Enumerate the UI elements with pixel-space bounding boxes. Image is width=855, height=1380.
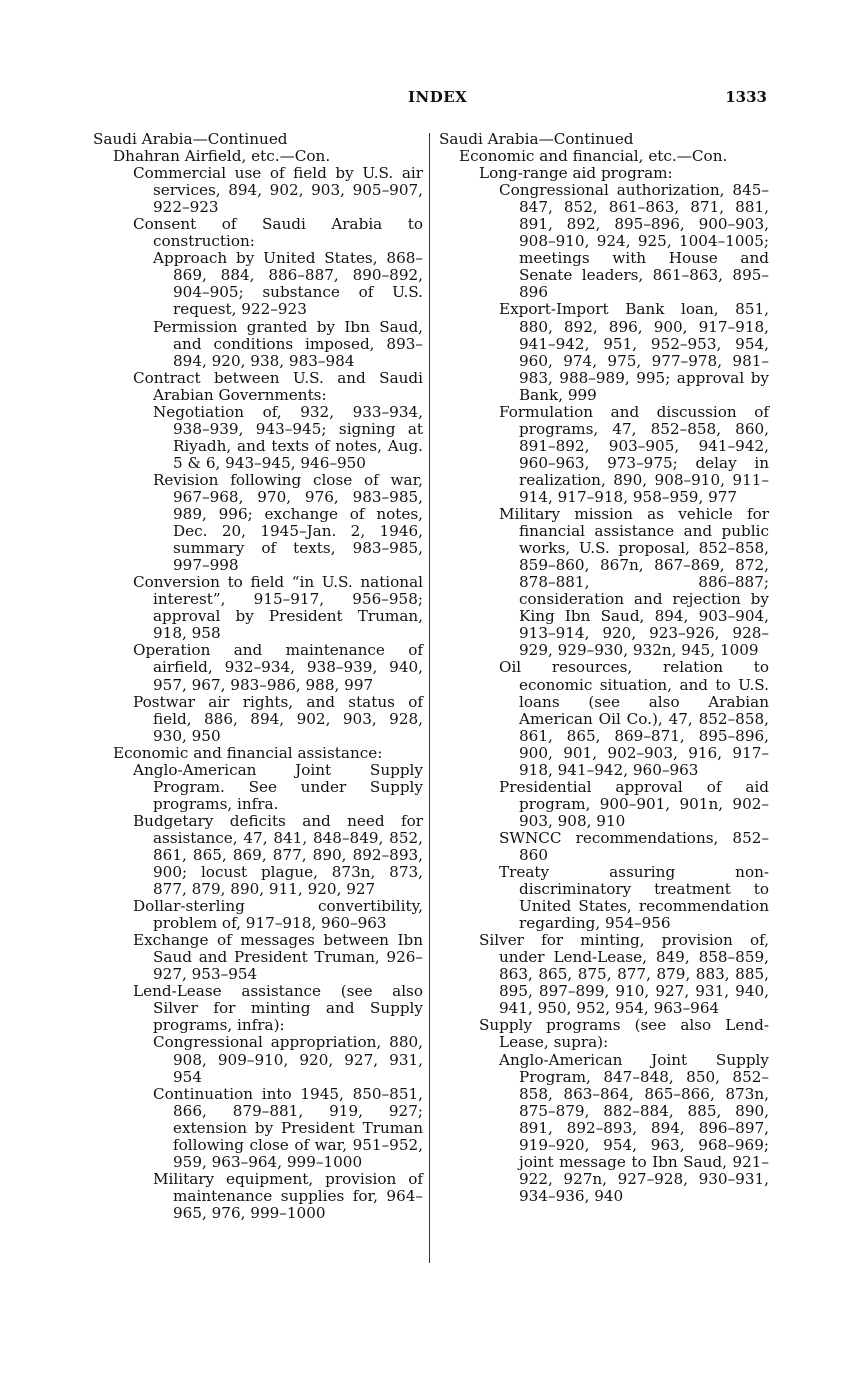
index-entry: Export-Import Bank loan, 851, 880, 892, 896, 900, 917–918, 941–942, 951, 952–953, 954, 960, 974, 975, 977–978, 981–983, 988–989, 995; approval by Bank, 999: [499, 300, 769, 404]
index-column-right: [439, 131, 769, 1205]
page-number: 1333: [725, 88, 767, 106]
index-heading: Long-range aid program:: [479, 164, 673, 183]
index-entry: Military equipment, provision of maintenance supplies for, 964–965, 976, 999–1000: [153, 1169, 423, 1222]
index-entry: Oil resources, relation to economic situation, and to U.S. loans (see also Arabian American Oil Co.), 47, 852–858, 861, 865, 869–871, 895–896, 900, 901, 902–903, 916, 917–918, 941–942, 960–963: [499, 658, 769, 779]
running-title: INDEX: [408, 88, 468, 106]
index-entry: Contract between U.S. and Saudi Arabian Governments:: [133, 368, 423, 404]
index-entry: Commercial use of field by U.S. air services, 894, 902, 903, 905–907, 922–923: [133, 164, 423, 217]
index-entry: Permission granted by Ibn Saud, and conditions imposed, 893–894, 920, 938, 983–984: [153, 317, 423, 370]
index-entry: Lend-Lease assistance (see also Silver for minting and Supply programs, infra):: [133, 982, 423, 1035]
index-entry: Formulation and discussion of programs, 47, 852–858, 860, 891–892, 903–905, 941–942, 960–963, 973–975; delay in realization, 890, 908–910, 911–914, 917–918, 958–959, 977: [499, 402, 769, 506]
index-entry: Anglo-American Joint Supply Program. See under Supply programs, infra.: [133, 760, 423, 813]
index-entry: Postwar air rights, and status of field, 886, 894, 902, 903, 928, 930, 950: [133, 692, 423, 745]
index-entry: SWNCC recommendations, 852–860: [499, 828, 769, 864]
index-entry: Congressional appropriation, 880, 908, 909–910, 920, 927, 931, 954: [153, 1033, 423, 1086]
index-entry: Conversion to field “in U.S. national interest”, 915–917, 956–958; approval by President Truman, 918, 958: [133, 573, 423, 643]
index-entry: Exchange of messages between Ibn Saud and President Truman, 926–927, 953–954: [133, 931, 423, 984]
index-entry: Consent of Saudi Arabia to construction:: [133, 215, 423, 251]
index-entry: Approach by United States, 868–869, 884, 886–887, 890–892, 904–905; substance of U.S. request, 922–923: [153, 249, 423, 319]
index-entry: Anglo-American Joint Supply Program, 847–848, 850, 852–858, 863–864, 865–866, 873n, 875–879, 882–884, 885, 890, 891, 892–893, 894, 896–897, 919–920, 954, 963, 968–969; joint message to Ibn Saud, 921–922, 927n, 927–928, 930–931, 934–936, 940: [499, 1050, 769, 1205]
index-entry: Dollar-sterling convertibility, problem of, 917–918, 960–963: [133, 897, 423, 933]
index-entry: Revision following close of war, 967–968, 970, 976, 983–985, 989, 996; exchange of notes, Dec. 20, 1945–Jan. 2, 1946, summary of texts, 983–985, 997–998: [153, 470, 423, 575]
index-heading: Economic and financial, etc.—Con.: [459, 147, 728, 166]
index-entry: Military mission as vehicle for financial assistance and public works, U.S. proposal, 852–858, 859–860, 867n, 867–869, 872, 878–881, 886–887; consideration and rejection by King Ibn Saud, 894, 903–904, 913–914, 920, 923–926, 928–929, 929–930, 932n, 945, 1009: [499, 505, 769, 660]
index-entry: Silver for minting, provision of, under Lend-Lease, 849, 858–859, 863, 865, 875, 877, 879, 883, 885, 895, 897–899, 910, 927, 931, 940, 941, 950, 952, 954, 963–964: [479, 931, 769, 1018]
index-entry: Continuation into 1945, 850–851, 866, 879–881, 919, 927; extension by President Truman following close of war, 951–952, 959, 963–964, 999–1000: [153, 1084, 423, 1171]
index-entry: Budgetary deficits and need for assistance, 47, 841, 848–849, 852, 861, 865, 869, 877, 890, 892–893, 900; locust plague, 873n, 873, 877, 879, 890, 911, 920, 927: [133, 811, 423, 899]
column-divider: [429, 133, 430, 1263]
index-entry: Treaty assuring non-discriminatory treatment to United States, recommendation regarding, 954–956: [499, 863, 769, 933]
index-entry: Congressional authorization, 845–847, 852, 861–863, 871, 881, 891, 892, 895–896, 900–903, 908–910, 924, 925, 1004–1005; meetings with House and Senate leaders, 861–863, 895–896: [499, 181, 769, 302]
page-header: [0, 88, 855, 110]
index-heading: Saudi Arabia—Continued: [439, 130, 634, 148]
index-entry: Negotiation of, 932, 933–934, 938–939, 943–945; signing at Riyadh, and texts of notes, Aug. 5 & 6, 943–945, 946–950: [153, 402, 423, 472]
index-column-left: [93, 131, 423, 1222]
index-entry: Economic and financial assistance:: [113, 743, 383, 762]
index-entry: Presidential approval of aid program, 900–901, 901n, 902–903, 908, 910: [499, 777, 769, 830]
index-entry: Operation and maintenance of airfield, 932–934, 938–939, 940, 957, 967, 983–986, 988, 997: [133, 641, 423, 694]
index-heading: Saudi Arabia—Continued: [93, 130, 288, 148]
index-entry: Supply programs (see also Lend-Lease, supra):: [479, 1016, 769, 1052]
index-heading: Dhahran Airfield, etc.—Con.: [113, 147, 331, 166]
